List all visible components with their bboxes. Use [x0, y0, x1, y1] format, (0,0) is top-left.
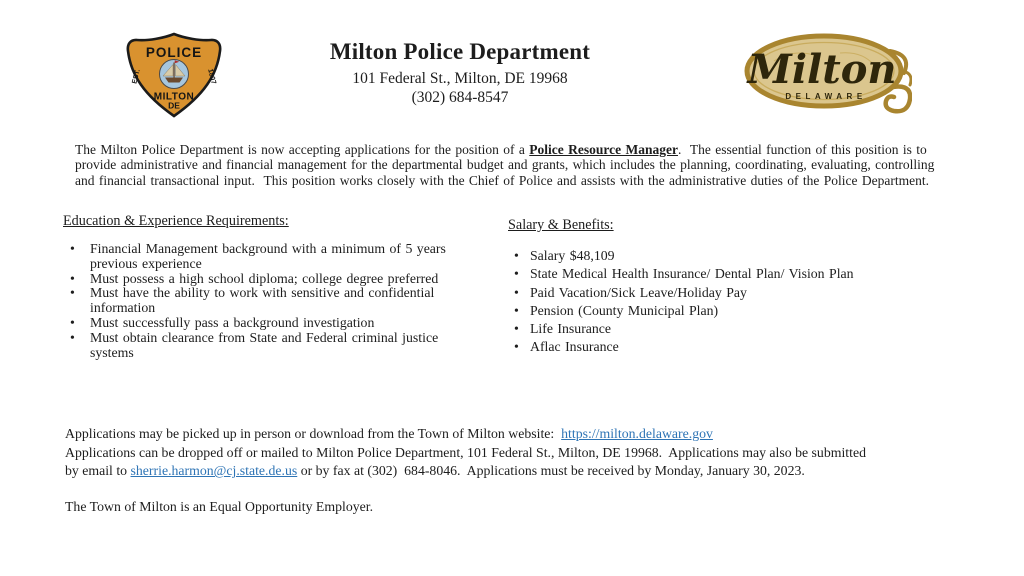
badge-state-text: DE [168, 100, 180, 111]
benefits-section [508, 217, 948, 357]
badge-police-text: POLICE [145, 45, 203, 60]
milton-delaware-graphic [744, 27, 912, 115]
list-item: • Financial Management background with a minimum of 5 years previous experience [63, 242, 455, 272]
list-item: • Pension (County Municipal Plan) [508, 302, 948, 320]
apply-line3-text-before: by email to [65, 463, 131, 479]
badge-est-text: EST. [131, 68, 142, 85]
eoe-statement: The Town of Milton is an Equal Opportunity Employer. [65, 498, 374, 514]
education-list [63, 242, 455, 360]
police-badge-graphic [122, 31, 226, 119]
police-badge-logo [122, 31, 226, 119]
badge-city-text: MILTON [153, 91, 195, 103]
phone-line: (302) 684-8547 [411, 89, 509, 106]
page-title: Milton Police Department [329, 39, 591, 64]
list-item: • Must have the ability to work with sensitive and confidential information [63, 286, 455, 316]
badge-year-text: 1807 [206, 68, 217, 86]
benefits-heading: Salary & Benefits: [508, 217, 614, 233]
intro-paragraph [75, 142, 947, 190]
letterhead [250, 38, 670, 107]
apply-line3-text-after: or by fax at (302) 684-8046. Applications must be received by Monday, January 30, 2023. [297, 463, 805, 479]
apply-line1-text: Applications may be picked up in person or download from the Town of Milton website: [65, 425, 562, 441]
education-section [63, 213, 455, 360]
list-item: • Must obtain clearance from State and Federal criminal justice systems [63, 331, 455, 361]
address-line: 101 Federal St., Milton, DE 19968 [352, 70, 568, 87]
list-item: • Must successfully pass a background investigation [63, 316, 455, 331]
list-item: • Must possess a high school diploma; college degree preferred [63, 272, 455, 287]
milton-delaware-logo [744, 27, 912, 115]
benefits-list [508, 247, 948, 357]
position-title-highlight: Police Resource Manager [529, 141, 678, 157]
logo-milton-text: Milton [747, 46, 897, 93]
application-instructions [65, 425, 965, 481]
intro-text-after: . The essential function of this position is to provide administrative and financial management for the departmental budget and grants, which includes the planning, coordinating, evaluating, controlling and financial transactional input. This position works closely with the Chief of Police and assists with the administrative duties of the Police Department. [75, 141, 939, 189]
apply-line2-text: Applications can be dropped off or mailed to Milton Police Department, 101 Federal St., Milton, DE 19968. Applications may also be submitted [65, 444, 866, 460]
website-link[interactable]: https://milton.delaware.gov [561, 425, 713, 441]
list-item: • State Medical Health Insurance/ Dental Plan/ Vision Plan [508, 265, 948, 283]
intro-text-before: The Milton Police Department is now accepting applications for the position of a [75, 141, 530, 157]
list-item: • Paid Vacation/Sick Leave/Holiday Pay [508, 284, 948, 302]
list-item: • Salary $48,109 [508, 247, 948, 265]
education-heading: Education & Experience Requirements: [63, 213, 289, 229]
list-item: • Life Insurance [508, 320, 948, 338]
logo-delaware-text: DELAWARE [785, 92, 867, 101]
list-item: • Aflac Insurance [508, 338, 948, 356]
email-link[interactable]: sherrie.harmon@cj.state.de.us [130, 463, 298, 479]
